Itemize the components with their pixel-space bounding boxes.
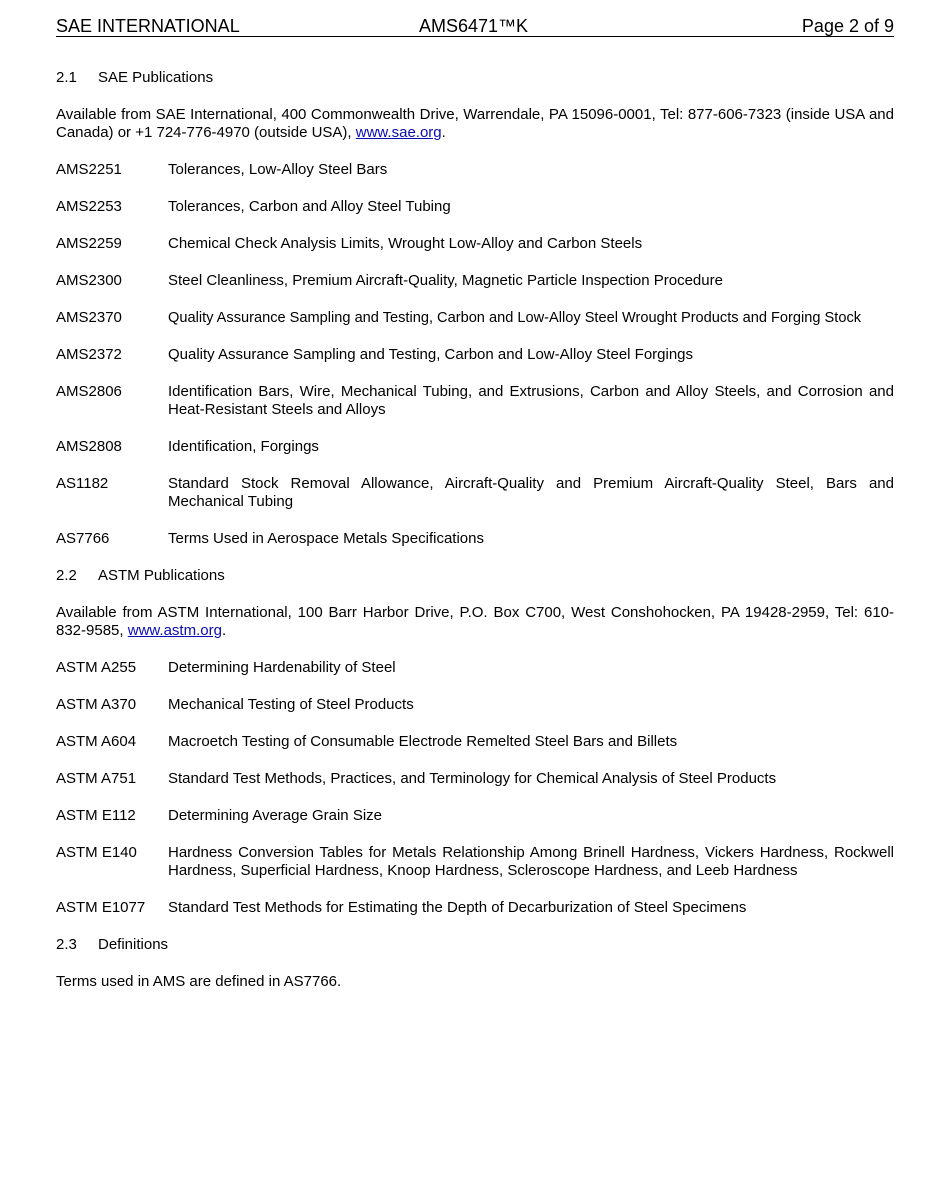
reference-code: AMS2259 bbox=[56, 235, 122, 252]
reference-code: ASTM A370 bbox=[56, 696, 137, 713]
reference-code: AMS2300 bbox=[56, 272, 122, 289]
section-title: ASTM Publications bbox=[98, 567, 225, 584]
header-org: SAE INTERNATIONAL bbox=[56, 16, 240, 36]
sae-reference-list bbox=[56, 161, 894, 548]
reference-title: Identification, Forgings bbox=[168, 438, 319, 455]
reference-row bbox=[56, 161, 894, 179]
section-title: Definitions bbox=[98, 936, 169, 953]
reference-code: AS1182 bbox=[56, 475, 109, 492]
sae-link-suffix: . bbox=[441, 124, 446, 141]
reference-row bbox=[56, 346, 894, 364]
reference-code: ASTM A255 bbox=[56, 659, 137, 676]
reference-title: Chemical Check Analysis Limits, Wrought Low-Alloy and Carbon Steels bbox=[168, 235, 643, 252]
reference-row bbox=[56, 438, 894, 456]
reference-row bbox=[56, 844, 894, 880]
sae-availability-text: Available from SAE International, 400 Commonwealth Drive, Warrendale, PA 15096-0001, Tel: 877-606-7323 (inside USA and Canada) or +1 724-776-4970 (outside USA), bbox=[56, 106, 894, 141]
reference-code: ASTM A751 bbox=[56, 770, 137, 787]
reference-row bbox=[56, 659, 894, 677]
reference-code: AMS2808 bbox=[56, 438, 122, 455]
definitions-paragraph: Terms used in AMS are defined in AS7766. bbox=[56, 973, 342, 990]
reference-code: AMS2806 bbox=[56, 383, 122, 400]
reference-row bbox=[56, 309, 894, 327]
reference-row bbox=[56, 696, 894, 714]
reference-row bbox=[56, 807, 894, 825]
reference-title: Identification Bars, Wire, Mechanical Tubing, and Extrusions, Carbon and Alloy Steels, and Corrosion and Heat-Resistant Steels and Alloys bbox=[168, 383, 894, 418]
reference-row bbox=[56, 475, 894, 511]
reference-row bbox=[56, 733, 894, 751]
reference-code: AMS2372 bbox=[56, 346, 122, 363]
reference-title: Mechanical Testing of Steel Products bbox=[168, 696, 414, 713]
section-number: 2.2 bbox=[56, 567, 77, 584]
section-heading-definitions bbox=[56, 936, 894, 954]
sae-availability-paragraph bbox=[56, 106, 894, 142]
section-number: 2.1 bbox=[56, 69, 77, 86]
reference-row bbox=[56, 198, 894, 216]
section-heading-astm bbox=[56, 567, 894, 585]
reference-code: ASTM E1077 bbox=[56, 899, 146, 916]
reference-title: Terms Used in Aerospace Metals Specifications bbox=[168, 530, 484, 547]
sae-website-link[interactable]: www.sae.org bbox=[355, 124, 442, 141]
page-header bbox=[56, 16, 894, 37]
section-title: SAE Publications bbox=[98, 69, 214, 86]
document-content bbox=[56, 69, 894, 1010]
astm-availability-paragraph bbox=[56, 604, 894, 640]
reference-title: Quality Assurance Sampling and Testing, Carbon and Low-Alloy Steel Forgings bbox=[168, 346, 694, 363]
section-number: 2.3 bbox=[56, 936, 77, 953]
reference-title: Macroetch Testing of Consumable Electrode Remelted Steel Bars and Billets bbox=[168, 733, 678, 750]
reference-title: Hardness Conversion Tables for Metals Relationship Among Brinell Hardness, Vickers Hardness, Rockwell Hardness, Superficial Hardness, Knoop Hardness, Scleroscope Hardness, and Leeb Hardness bbox=[168, 844, 894, 879]
reference-title: Tolerances, Carbon and Alloy Steel Tubing bbox=[168, 198, 451, 215]
reference-title: Steel Cleanliness, Premium Aircraft-Quality, Magnetic Particle Inspection Procedure bbox=[168, 272, 723, 289]
reference-title: Determining Average Grain Size bbox=[168, 807, 382, 824]
astm-website-link[interactable]: www.astm.org bbox=[127, 622, 222, 639]
reference-code: ASTM E140 bbox=[56, 844, 137, 861]
header-doc-id: AMS6471™K bbox=[419, 16, 529, 36]
reference-code: AMS2251 bbox=[56, 161, 122, 178]
reference-title: Standard Stock Removal Allowance, Aircraft-Quality and Premium Aircraft-Quality Steel, Bars and Mechanical Tubing bbox=[168, 475, 894, 510]
reference-title: Standard Test Methods, Practices, and Terminology for Chemical Analysis of Steel Products bbox=[168, 770, 777, 787]
reference-row bbox=[56, 899, 894, 917]
astm-availability-text: Available from ASTM International, 100 Barr Harbor Drive, P.O. Box C700, West Conshohocken, PA 19428-2959, Tel: 610-832-9585, bbox=[56, 604, 894, 639]
reference-code: AMS2253 bbox=[56, 198, 122, 215]
reference-code: ASTM A604 bbox=[56, 733, 137, 750]
reference-row bbox=[56, 530, 894, 548]
astm-reference-list bbox=[56, 659, 894, 917]
reference-row bbox=[56, 383, 894, 419]
reference-title: Standard Test Methods for Estimating the Depth of Decarburization of Steel Specimens bbox=[168, 899, 747, 916]
reference-title: Quality Assurance Sampling and Testing, Carbon and Low-Alloy Steel Wrought Products and Forging Stock bbox=[168, 310, 862, 326]
reference-row bbox=[56, 770, 894, 788]
reference-title: Tolerances, Low-Alloy Steel Bars bbox=[168, 161, 388, 178]
reference-code: AMS2370 bbox=[56, 309, 122, 326]
header-page-number: Page 2 of 9 bbox=[801, 16, 894, 36]
reference-code: AS7766 bbox=[56, 530, 110, 547]
reference-row bbox=[56, 235, 894, 253]
reference-code: ASTM E112 bbox=[56, 807, 136, 824]
reference-title: Determining Hardenability of Steel bbox=[168, 659, 396, 676]
section-heading-sae bbox=[56, 69, 894, 87]
reference-row bbox=[56, 272, 894, 290]
astm-link-suffix: . bbox=[221, 622, 227, 639]
